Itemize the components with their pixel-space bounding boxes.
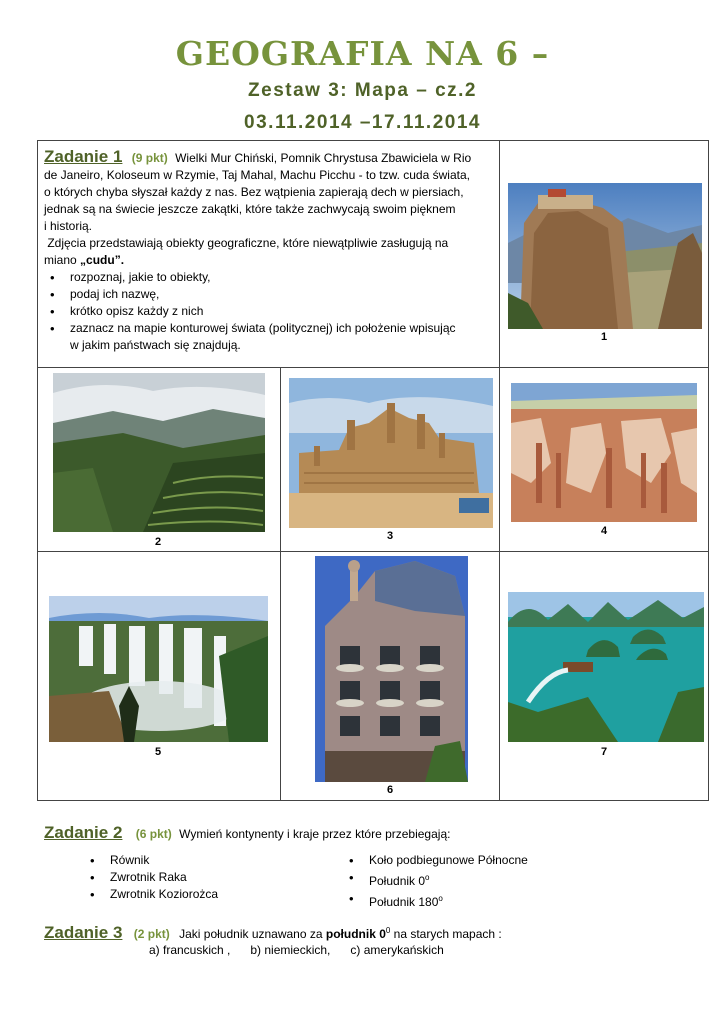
task3-text-prefix: Jaki południk uznawano za xyxy=(179,927,326,941)
photo-iguazu-falls xyxy=(49,596,268,742)
list-item xyxy=(343,869,603,890)
photo-number: 2 xyxy=(154,536,162,548)
photo-number: 1 xyxy=(600,331,608,343)
photo-number: 7 xyxy=(600,746,608,758)
table-divider xyxy=(37,551,709,552)
list-item xyxy=(343,890,603,911)
task1-line xyxy=(44,252,496,269)
table-divider xyxy=(499,140,500,801)
task3-points: (2 pkt) xyxy=(133,927,170,941)
list-item: • zaznacz na mapie konturowej świata (politycznej) ich położenie wpisując xyxy=(44,320,496,337)
task2-block xyxy=(44,824,704,843)
page-title xyxy=(0,34,725,73)
list-item: • podaj ich nazwę, xyxy=(44,286,496,303)
task1-line: de Janeiro, Koloseum w Rzymie, Taj Mahal, Machu Picchu - to tzw. cuda świata, xyxy=(44,168,470,182)
list-item: • Równik xyxy=(84,852,314,869)
task2-left-list xyxy=(84,852,314,903)
task1-line: Zdjęcia przedstawiają obiekty geograficzne, które niewątpliwie zasługują na xyxy=(44,236,449,250)
list-item: • Zwrotnik Koziorożca xyxy=(84,886,314,903)
degree-sup: o xyxy=(438,894,443,903)
task2-label: Zadanie 2 xyxy=(44,823,123,842)
list-item: • Koło podbiegunowe Północne xyxy=(343,852,603,869)
date-range: 03.11.2014 –17.11.2014 xyxy=(244,112,481,133)
task3-text-bold: południk 0 xyxy=(325,927,386,941)
table-divider xyxy=(37,367,709,368)
photo-number: 4 xyxy=(600,525,608,537)
task2-text: Wymień kontynenty i kraje przez które przebiegają: xyxy=(179,827,451,841)
task2-points: (6 pkt) xyxy=(135,827,172,841)
list-item: • krótko opisz każdy z nich xyxy=(44,303,496,320)
task1-line: Wielki Mur Chiński, Pomnik Chrystusa Zbawiciela w Rio xyxy=(175,151,472,165)
photo-number: 3 xyxy=(386,530,394,542)
list-item-text: Południk 180 xyxy=(369,895,439,909)
photo-halong-bay xyxy=(508,592,704,742)
list-item-text: Południk 0 xyxy=(369,874,426,888)
task1-block xyxy=(44,148,496,354)
task3-block xyxy=(44,922,704,943)
task1-bullets xyxy=(44,269,496,337)
table-divider xyxy=(280,367,281,801)
page-subtitle: Zestaw 3: Mapa – cz.2 xyxy=(248,80,477,101)
task3-label: Zadanie 3 xyxy=(44,923,123,942)
photo-casa-batllo xyxy=(315,556,468,782)
task1-label: Zadanie 1 xyxy=(44,147,123,166)
list-item: • Zwrotnik Raka xyxy=(84,869,314,886)
task3-options: a) francuskich , b) niemieckich, c) amerykańskich xyxy=(149,943,444,957)
photo-number: 5 xyxy=(154,746,162,758)
task1-bullet-continuation: w jakim państwach się znajdują. xyxy=(70,338,241,352)
task1-line-prefix: miano xyxy=(44,253,81,267)
photo-great-mosque xyxy=(289,378,493,528)
degree-sup: o xyxy=(425,873,430,882)
task1-line: jednak są na świecie jeszcze zakątki, które także zachwycają swoim pięknem xyxy=(44,202,456,216)
title-text: GEOGRAFIA NA 6 xyxy=(175,34,520,73)
photo-bryce-canyon xyxy=(511,383,697,522)
photo-rice-terraces xyxy=(53,373,265,532)
task1-line: i historią. xyxy=(44,219,93,233)
task2-right-list xyxy=(343,852,603,911)
task3-text-sup: 0 xyxy=(385,926,391,935)
task1-line-bold: „cudu”. xyxy=(80,253,125,267)
photo-number: 6 xyxy=(386,784,394,796)
task3-text xyxy=(179,927,502,941)
list-item: • rozpoznaj, jakie to obiekty, xyxy=(44,269,496,286)
task1-line: o których chyba słyszał każdy z nas. Bez wątpienia zapierają dech w piersiach, xyxy=(44,185,464,199)
task1-points: (9 pkt) xyxy=(131,151,168,165)
photo-meteora xyxy=(508,183,702,329)
task3-text-suffix: na starych mapach : xyxy=(390,927,502,941)
title-dash: – xyxy=(531,34,550,73)
